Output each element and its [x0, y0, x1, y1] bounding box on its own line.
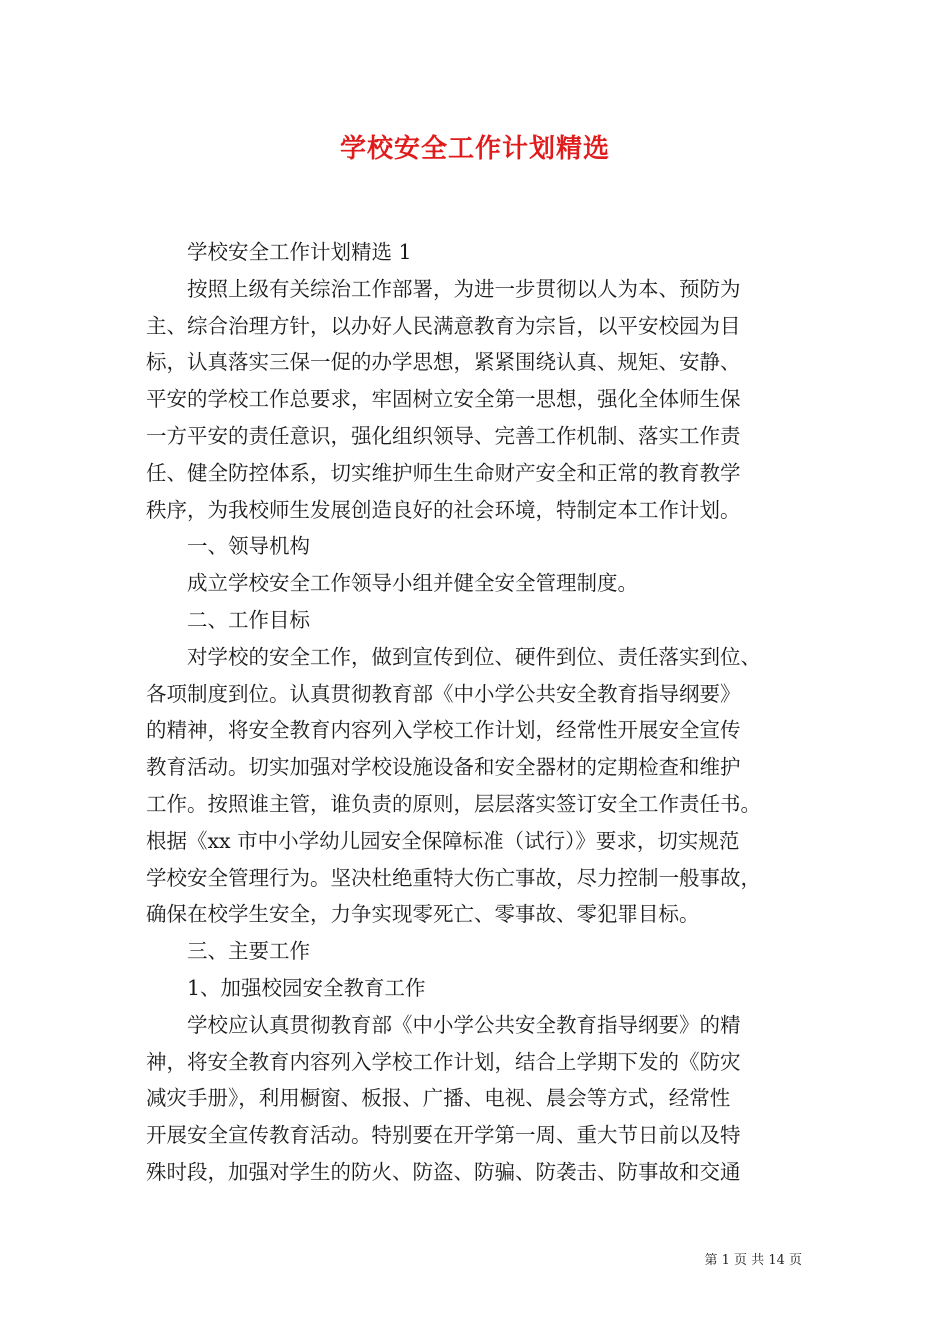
body-line: 神，将安全教育内容列入学校工作计划，结合上学期下发的《防灾	[146, 1049, 741, 1074]
body-line: 各项制度到位。认真贯彻教育部《中小学公共安全教育指导纲要》	[146, 681, 741, 706]
document-body	[146, 234, 806, 1191]
body-line: 确保在校学生安全，力争实现零死亡、零事故、零犯罪目标。	[146, 902, 700, 927]
body-line: 平安的学校工作总要求，牢固树立安全第一思想，强化全体师生保	[146, 387, 741, 412]
body-line: 三、主要工作	[187, 939, 310, 964]
body-line: 按照上级有关综治工作部署，为进一步贯彻以人为本、预防为	[187, 276, 741, 301]
body-line: 1、加强校园安全教育工作	[187, 975, 426, 1000]
body-line: 对学校的安全工作，做到宣传到位、硬件到位、责任落实到位、	[187, 644, 761, 669]
body-line: 标，认真落实三保一促的办学思想，紧紧围绕认真、规矩、安静、	[146, 350, 741, 375]
body-line: 成立学校安全工作领导小组并健全安全管理制度。	[187, 571, 638, 596]
body-line: 减灾手册》，利用橱窗、板报、广播、电视、晨会等方式，经常性	[146, 1086, 731, 1111]
body-line: 开展安全宣传教育活动。特别要在开学第一周、重大节日前以及特	[146, 1123, 741, 1148]
body-line: 教育活动。切实加强对学校设施设备和安全器材的定期检查和维护	[146, 755, 741, 780]
body-line: 秩序，为我校师生发展创造良好的社会环境，特制定本工作计划。	[146, 497, 741, 522]
body-line: 根据《xx 市中小学幼儿园安全保障标准（试行）》要求，切实规范	[146, 828, 740, 853]
body-line: 工作。按照谁主管，谁负责的原则，层层落实签订安全工作责任书。	[146, 791, 761, 816]
body-line: 一、领导机构	[187, 534, 310, 559]
body-line: 主、综合治理方针，以办好人民满意教育为宗旨，以平安校园为目	[146, 313, 741, 338]
document-title: 学校安全工作计划精选	[339, 134, 610, 164]
body-line: 殊时段，加强对学生的防火、防盗、防骗、防袭击、防事故和交通	[146, 1159, 741, 1184]
body-line: 二、工作目标	[187, 607, 310, 632]
body-line: 学校安全工作计划精选 1	[187, 240, 412, 264]
body-line: 任、健全防控体系，切实维护师生生命财产安全和正常的教育教学	[146, 460, 741, 485]
body-line: 学校应认真贯彻教育部《中小学公共安全教育指导纲要》的精	[187, 1012, 741, 1037]
body-line: 的精神，将安全教育内容列入学校工作计划，经常性开展安全宣传	[146, 718, 741, 743]
body-line: 一方平安的责任意识，强化组织领导、完善工作机制、落实工作责	[146, 423, 741, 448]
body-line: 学校安全管理行为。坚决杜绝重特大伤亡事故，尽力控制一般事故，	[146, 865, 761, 890]
page-number-footer: 第 1 页 共 14 页	[704, 1253, 802, 1268]
